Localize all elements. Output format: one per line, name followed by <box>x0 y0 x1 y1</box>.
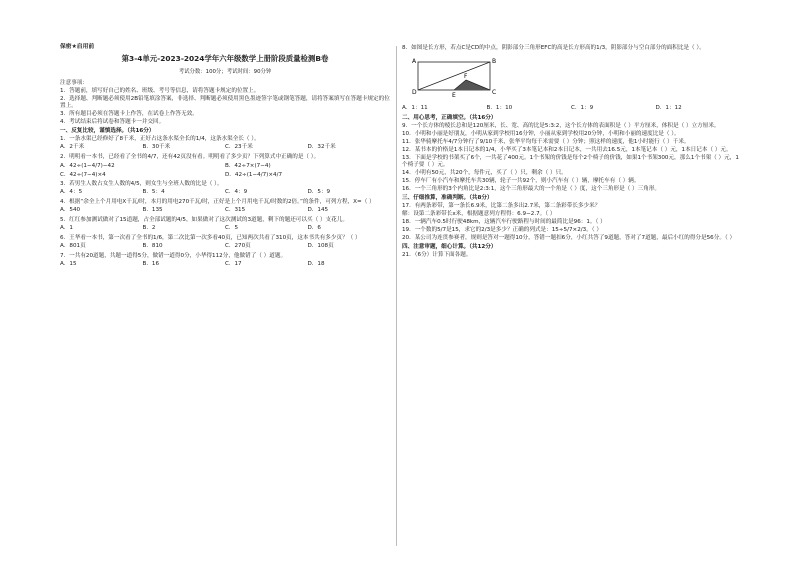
note-item: 4．考试结束后将试卷和答题卡一并交回。 <box>60 119 165 126</box>
question-20: 20．某公司为连贯参赛者，规则是答对一题得10分，答错一题扣6分，小红共答了9道题，答对了7道题，最后小红的得分是56分。（ ） <box>402 234 736 241</box>
option[interactable]: A．540 <box>60 207 81 213</box>
question-17: 17．有两条彩带，第一条长6.9米，比第二条多出2.7米，第二条彩带长多少米？ <box>402 202 601 209</box>
option[interactable]: B．135 <box>142 207 163 213</box>
note-item: 3．所有题目必须在答题卡上作答，在试卷上作答无效。 <box>60 111 198 118</box>
section-heading: 一、反复比较，谨慎选择。（共16分） <box>60 128 155 135</box>
option[interactable]: B．16 <box>142 260 160 267</box>
question-4: 4．根据“余全上个月用电X千瓦/时，本月的用电270千瓦/时，正好是上个月用电千瓦/时数的2倍。”的条件，可列方程，X=（ ） <box>60 199 375 206</box>
right-column <box>402 44 740 260</box>
option[interactable]: C．23千米 <box>225 144 253 151</box>
exam-meta: 考试分数：100分；考试时间：90分钟 <box>178 69 272 76</box>
options-1 <box>60 144 390 151</box>
option[interactable]: D．6 <box>307 224 321 231</box>
option[interactable]: C．1：9 <box>571 104 594 111</box>
option[interactable]: A．801页 <box>60 242 86 249</box>
question-19: 19．一个数的5/7是15，求它的2/3是多少？正确的列式是：15÷5/7×2/3。（ ） <box>402 226 602 233</box>
note-item: 1．答题前，填写好自己的姓名、班级、考号等信息，请将答题卡规定的位置上。 <box>60 88 260 95</box>
label-b: B <box>492 57 497 65</box>
option[interactable]: B．42÷7×(7−4) <box>225 163 271 170</box>
options-6 <box>60 243 390 250</box>
question-16: 16．一个三角形的3个内角比是2:3:1，这个三角形最大的一个角是（ ）度，这个三角形是（ ）三角形。 <box>402 185 661 192</box>
note-item: 2．选择题、判断题必须使用2B铅笔填涂答案，非选择、判断题必须使用黑色墨迹签字笔或钢笔答题，请将答案填写在答题卡规定的位置上。 <box>60 96 390 110</box>
options-3 <box>60 189 390 196</box>
left-column <box>60 44 390 271</box>
question-21: 21．（6分）计算下面各题。 <box>402 251 472 258</box>
option[interactable]: C．270页 <box>225 242 251 249</box>
question-2: 2．明明看一本书，已经看了全书的4/7，还有42页没有看。明明看了多少页？下列算式中正确的是（ ）。 <box>60 154 320 161</box>
option[interactable]: B．2 <box>142 224 156 231</box>
option[interactable]: B．1：10 <box>486 104 513 111</box>
option[interactable]: B．30千米 <box>142 144 171 151</box>
label-e: E <box>452 91 456 98</box>
column-divider <box>396 46 397 546</box>
option[interactable]: C．17 <box>225 260 242 267</box>
option[interactable]: C．5 <box>225 224 239 231</box>
option[interactable]: B．5：4 <box>142 189 165 196</box>
option[interactable]: A．1：11 <box>402 104 428 111</box>
question-9: 9．一个长方体的棱长总和是120厘米，长、宽、高的比是5:3:2，这个长方体的表面积是（ ）平方厘米，体积是（ ）立方厘米。 <box>402 122 720 129</box>
question-14: 14．小明有50元，共20个，每件元，买了（ ）只，剩余（ ）只。 <box>402 169 567 176</box>
option[interactable]: D．1：12 <box>655 104 682 111</box>
question-12: 12．某书本的价格是1本日记本的1/4，小华买了3本笔记本和2本日记本，一共用去16.5元，1本笔记本（ ）元，1本日记本（ ）元。 <box>402 146 732 153</box>
label-d: D <box>412 88 417 96</box>
section-heading: 三、仔细推算，准确判断。（共8分） <box>402 194 493 201</box>
options-5 <box>60 225 390 232</box>
question-7: 7．一共有20道题，共题一道得5分，做错一道得0分，小华得112分，他做错了（ ）道题。 <box>60 252 287 259</box>
option[interactable]: D．32千米 <box>307 144 336 151</box>
option[interactable]: C．42÷(7−4)×4 <box>60 172 106 179</box>
option[interactable]: C．4：9 <box>225 189 248 196</box>
question-11: 11．张华骑摩托车4/7分钟行了9/10千米，张华平均每千米需要（ ）分钟；照这样的速度，他1小时能行（ ）千米。 <box>402 138 690 145</box>
label-c: C <box>492 88 497 96</box>
option[interactable]: D．42÷(1−4/7)×4/7 <box>225 172 283 179</box>
secret-label: 保密★启用前 <box>60 44 95 50</box>
option[interactable]: A．15 <box>60 260 77 267</box>
section-heading: 四、注意审题，细心计算。（共12分） <box>402 243 497 250</box>
option[interactable]: A．2千米 <box>60 144 85 151</box>
options-2a <box>60 163 390 170</box>
notes-heading: 注意事项： <box>60 80 88 87</box>
options-7 <box>60 261 390 268</box>
section-heading: 二、用心思考，正确填空。（共16分） <box>402 114 497 121</box>
label-a: A <box>412 57 417 65</box>
option[interactable]: A．42÷(1−4/7)−42 <box>60 163 115 170</box>
question-10: 10．小明和小丽是好朋友，小明从家到学校用16分钟，小丽从家到学校用20分钟，小明和小丽的速度比是（ ）。 <box>402 130 680 137</box>
geometry-diagram <box>410 56 500 98</box>
options-2b <box>60 172 390 179</box>
option[interactable]: D．5：9 <box>307 189 331 196</box>
rectangle-figure <box>410 56 740 101</box>
label-f: F <box>464 72 468 80</box>
question-3: 3．若男生人数占女生人数的4/5，则女生与全班人数的比是（ ）。 <box>60 181 223 188</box>
option[interactable]: C．315 <box>225 207 246 213</box>
shaded-triangle <box>454 80 490 90</box>
page-title: 第3-4单元-2023-2024学年六年级数学上册阶段质量检测B卷 <box>121 54 329 64</box>
option[interactable]: A．4：5 <box>60 189 83 196</box>
options-8 <box>402 105 740 112</box>
question-13: 13．下面是学校的书架买了6个，一共花了400元。1个书架的价钱是每个2个椅子的价钱，如果1个书架300元，那么1个书架（ ）元，1个椅子要（ ）元。 <box>402 154 739 168</box>
notes <box>60 80 390 126</box>
question-8: 8．如图是长方形，若点C是CD的中点，阴影部分三角形EFC的高是长方形高的1/3，阴影部分与空白部分的面积比是（ ）。 <box>402 45 705 51</box>
option[interactable]: B．810 <box>142 242 163 249</box>
option[interactable]: D．145 <box>307 207 329 213</box>
question-5: 5．红红参加测试做对了15道题，占全部试题的4/5，如果做对了这次测试的3道题，剩下的题还可以买（ ）支花儿。 <box>60 216 348 223</box>
option[interactable]: D．108页 <box>307 242 334 249</box>
option[interactable]: D．18 <box>307 260 325 267</box>
question-1: 1．一条水渠已经修好了8千米，正好占这条水渠全长的1/4，这条水渠全长（ ）。 <box>60 136 260 143</box>
question-6: 6．王华看一本书，第一次看了全书的1/6，第二次比第一次多看40页，已知两次共看了310页，这本书共有多少页？（ ） <box>60 234 361 241</box>
options-4 <box>60 207 390 214</box>
question-18: 18．一辆汽车0.5时行驶48km，这辆汽车行驶路程与时间的最简比是96：1。（ ） <box>402 218 606 225</box>
question-15: 15．停车厂有小汽车和摩托车共30辆，轮子一共92个，则小汽车有（ ）辆，摩托车有（ ）辆。 <box>402 177 640 184</box>
question-17-answer: 解：设第二条彩带长x米，根据题意列方程得：6.9−2.7。（ ） <box>402 210 556 217</box>
option[interactable]: A．1 <box>60 224 73 231</box>
